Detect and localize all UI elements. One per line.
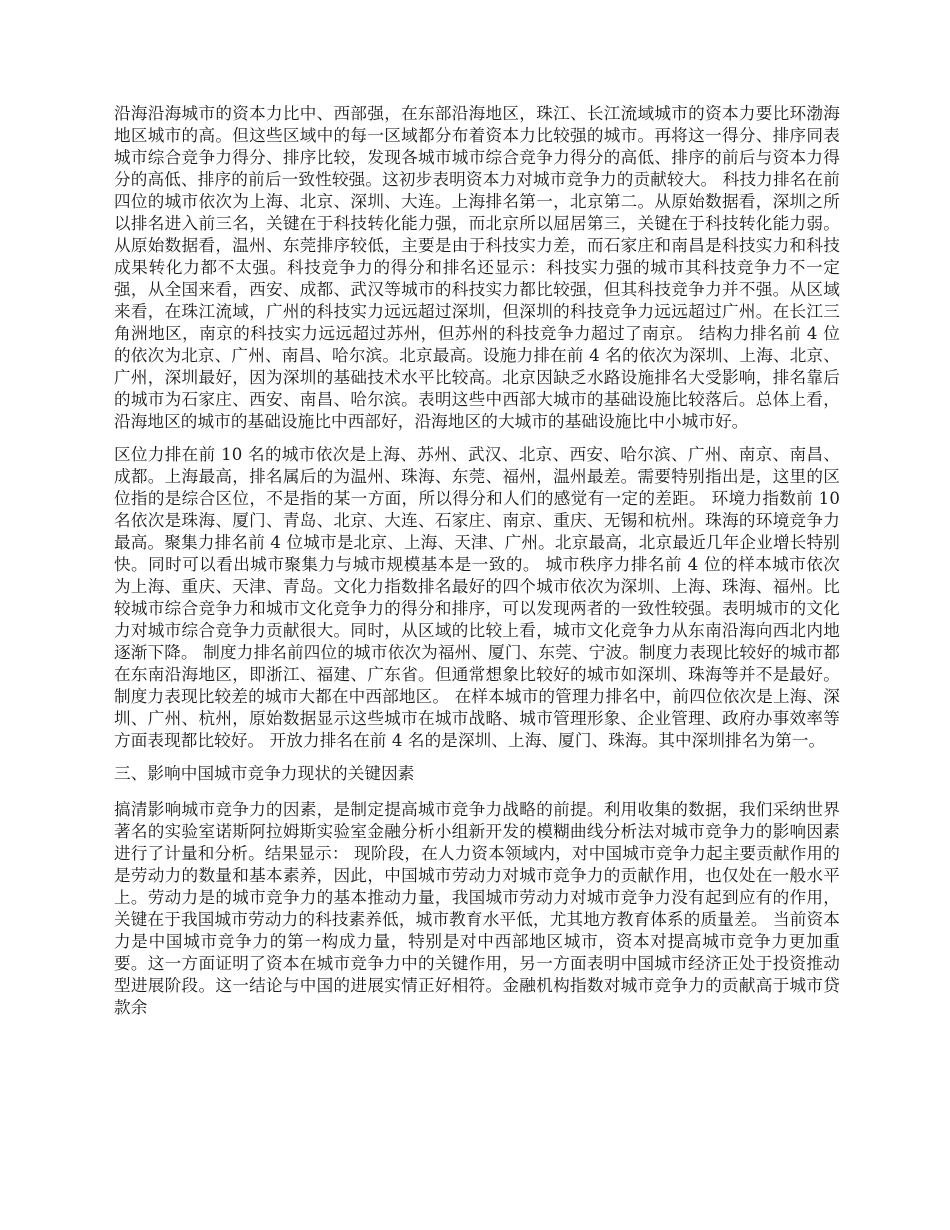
section-heading: 三、影响中国城市竞争力现状的关键因素 — [114, 764, 415, 783]
paragraph-capital-science-structure: 沿海沿海城市的资本力比中、西部强，在东部沿海地区，珠江、长江流域城市的资本力要比环渤海地区城市的高。但这些区域中的每一区域都分布着资本力比较强的城市。再将这一得分、排序同表城市综合竞争力得分、排序比较，发现各城市城市综合竞争力得分的高低、排序的前后与资本力得分的高低、排序的前后一致性较强。这初步表明资本力对城市竞争力的贡献较大。 科技力排名在前四位的城市依次为上海、北京、深圳、大连。上海排名第一，北京第二。从原始数据看，深圳之所以排名进入前三名，关键在于科技转化能力强，而北京所以屈居第三，关键在于科技转化能力弱。从原始数据看，温州、东莞排序较低，主要是由于科技实力差，而石家庄和南昌是科技实力和科技成果转化力都不太强。科技竞争力的得分和排名还显示：科技实力强的城市其科技竞争力不一定强，从全国来看，西安、成都、武汉等城市的科技实力都比较强，但其科技竞争力并不强。从区域来看，在珠江流域，广州的科技实力远远超过深圳，但深圳的科技竞争力远远超过广州。在长江三角洲地区，南京的科技实力远远超过苏州，但苏州的科技竞争力超过了南京。 结构力排名前 4 位的依次为北京、广州、南昌、哈尔滨。北京最高。设施力排在前 4 名的依次为深圳、上海、北京、广州，深圳最好，因为深圳的基础技术水平比较高。北京因缺乏水路设施排名大受影响，排名靠后的城市为石家庄、西安、南昌、哈尔滨。表明这些中西部大城市的基础设施比较落后。总体上看，沿海地区的城市的基础设施比中西部好，沿海地区的大城市的基础设施比中小城市好。 — [114, 104, 840, 431]
document-body — [114, 103, 840, 1030]
paragraph-location-environment-culture: 区位力排在前 10 名的城市依次是上海、苏州、武汉、北京、西安、哈尔滨、广州、南京、南昌、成都。上海最高，排名属后的为温州、珠海、东莞、福州，温州最差。需要特别指出是，这里的区位指的是综合区位，不是指的某一方面，所以得分和人们的感觉有一定的差距。 环境力指数前 10 名依次是珠海、厦门、青岛、北京、大连、石家庄、南京、重庆、无锡和杭州。珠海的环境竞争力最高。聚集力排名前 4 位城市是北京、上海、天津、广州。北京最高，北京最近几年企业增长特别快。同时可以看出城市聚集力与城市规模基本是一致的。 城市秩序力排名前 4 位的样本城市依次为上海、重庆、天津、青岛。文化力指数排名最好的四个城市依次为深圳、上海、珠海、福州。比较城市综合竞争力和城市文化竞争力的得分和排序，可以发现两者的一致性较强。表明城市的文化力对城市综合竞争力贡献很大。同时，从区域的比较上看，城市文化竞争力从东南沿海向西北内地逐渐下降。 制度力排名前四位的城市依次为福州、厦门、东莞、宁波。制度力表现比较好的城市都在东南沿海地区，即浙江、福建、广东省。但通常想象比较好的城市如深圳、珠海等并不是最好。制度力表现比较差的城市大都在中西部地区。 在样本城市的管理力排名中，前四位依次是上海、深圳、广州、杭州，原始数据显示这些城市在城市战略、城市管理形象、企业管理、政府办事效率等方面表现都比较好。 开放力排名在前 4 名的是深圳、上海、厦门、珠海。其中深圳排名为第一。 — [114, 445, 840, 750]
paragraph-key-factors: 搞清影响城市竞争力的因素，是制定提高城市竞争力战略的前提。利用收集的数据，我们采纳世界著名的实验室诺斯阿拉姆斯实验室金融分析小组新开发的模糊曲线分析法对城市竞争力的影响因素进行了计量和分析。结果显示： 现阶段，在人力资本领域内，对中国城市竞争力起主要贡献作用的是劳动力的数量和基本素养，因此，中国城市劳动力对城市竞争力的贡献作用，也仅处在一般水平上。劳动力是的城市竞争力的基本推动力量，我国城市劳动力对城市竞争力没有起到应有的作用，关键在于我国城市劳动力的科技素养低，城市教育水平低，尤其地方教育体系的质量差。 当前资本力是中国城市竞争力的第一构成力量，特别是对中西部地区城市，资本对提高城市竞争力更加重要。这一方面证明了资本在城市竞争力中的关键作用，另一方面表明中国城市经济正处于投资推动型进展阶段。这一结论与中国的进展实情正好相符。金融机构指数对城市竞争力的贡献高于城市贷款余 — [114, 800, 840, 1017]
